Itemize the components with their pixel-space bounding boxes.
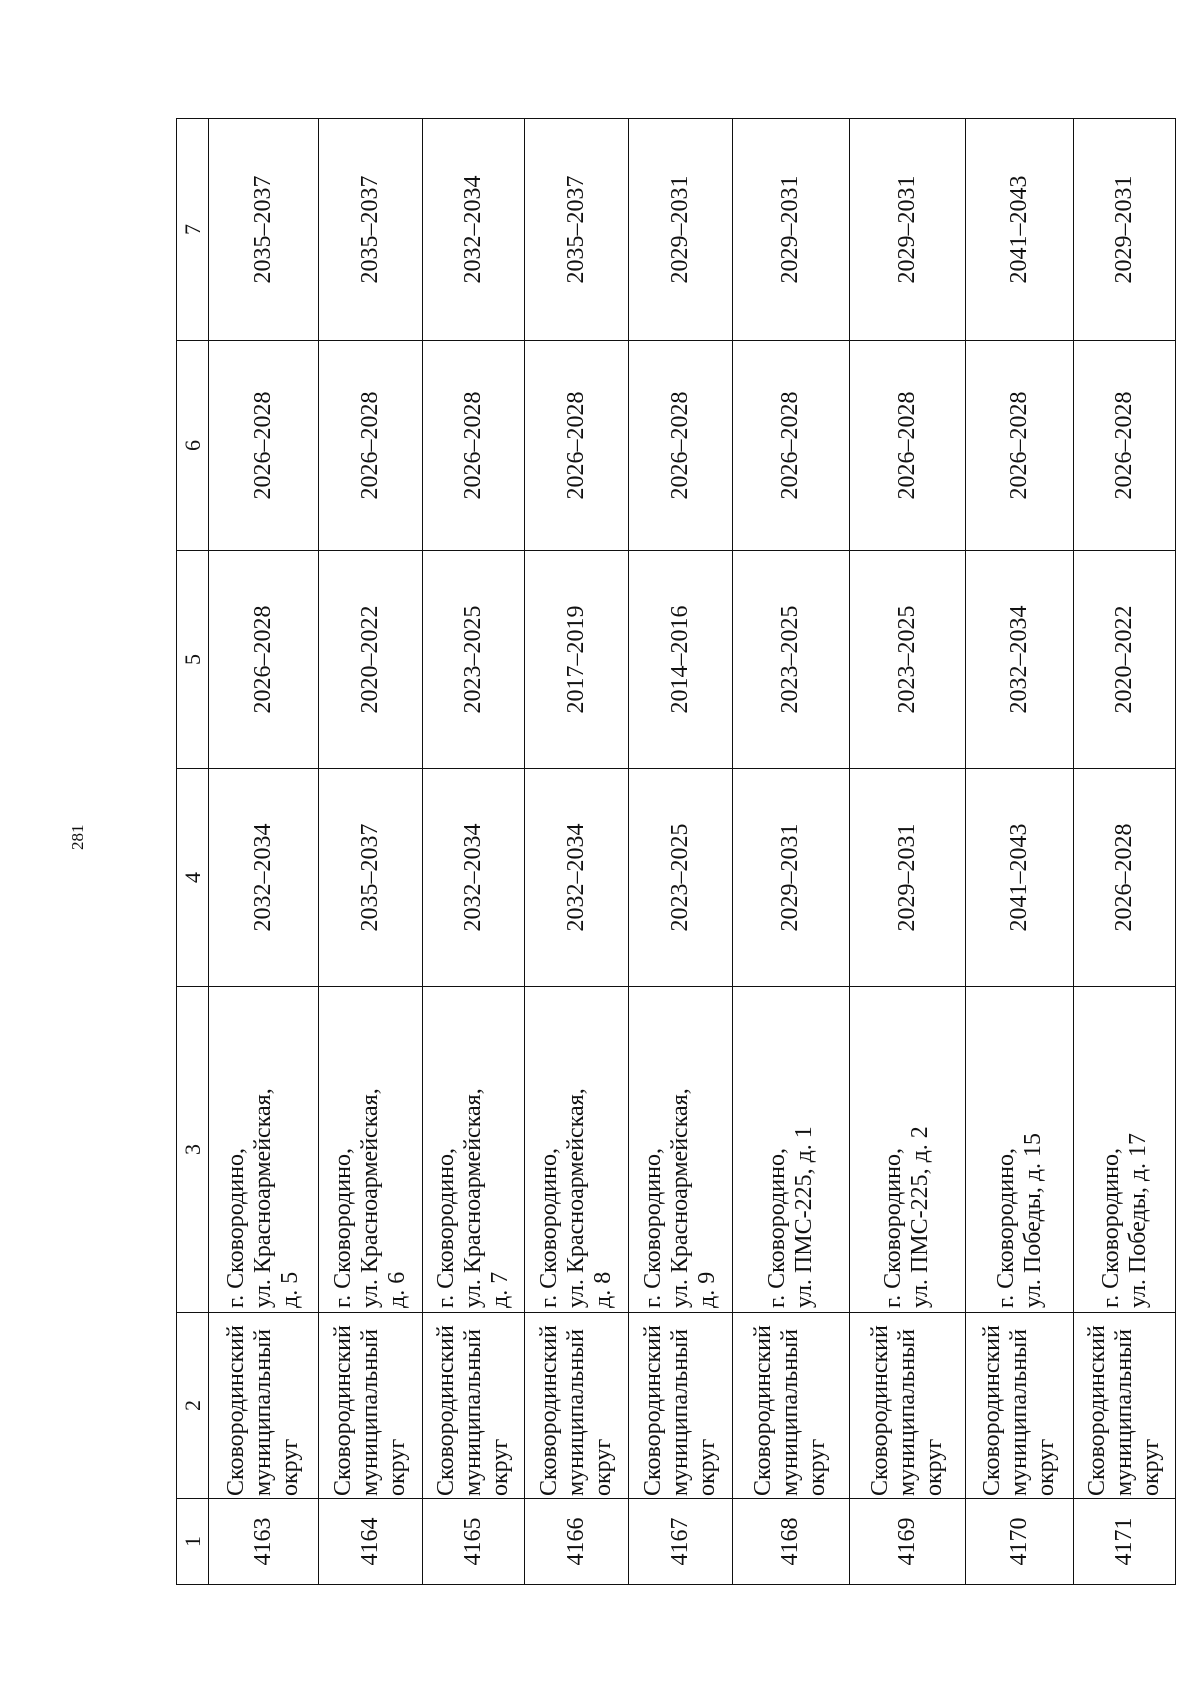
district-cell bbox=[1074, 1313, 1176, 1499]
district-line: муниципальный bbox=[777, 1328, 804, 1496]
period-col-5: 2023–2025 bbox=[849, 551, 965, 769]
period-col-7: 2032–2034 bbox=[423, 119, 525, 341]
address-line: г. Сковородино, bbox=[880, 1148, 907, 1308]
row-number: 4169 bbox=[849, 1499, 965, 1585]
district-line: муниципальный bbox=[357, 1328, 384, 1496]
period-col-6: 2026–2028 bbox=[525, 341, 629, 551]
period-col-7: 2029–2031 bbox=[1074, 119, 1176, 341]
district-line: Сковородинский bbox=[979, 1325, 1006, 1496]
district-line: Сковородинский bbox=[433, 1325, 460, 1496]
address-line: д. 7 bbox=[487, 1271, 514, 1308]
district-cell bbox=[629, 1313, 733, 1499]
period-col-4: 2032–2034 bbox=[209, 769, 319, 987]
address-line: д. 6 bbox=[384, 1271, 411, 1308]
period-col-4: 2032–2034 bbox=[423, 769, 525, 987]
address-line: ул. Красноармейская, bbox=[667, 1088, 694, 1308]
period-col-5: 2020–2022 bbox=[319, 551, 423, 769]
column-header: 7 bbox=[177, 119, 209, 341]
district-line: Сковородинский bbox=[866, 1325, 893, 1496]
district-line: муниципальный bbox=[460, 1328, 487, 1496]
district-line: округ bbox=[590, 1438, 617, 1496]
table-container bbox=[176, 119, 1176, 1585]
district-line: Сковородинский bbox=[330, 1325, 357, 1496]
district-cell bbox=[965, 1313, 1073, 1499]
address-line: д. 9 bbox=[694, 1271, 721, 1308]
address-cell bbox=[733, 987, 849, 1313]
address-line: ул. Красноармейская, bbox=[563, 1088, 590, 1308]
address-line: ул. Красноармейская, bbox=[250, 1088, 277, 1308]
row-number: 4166 bbox=[525, 1499, 629, 1585]
district-line: муниципальный bbox=[250, 1328, 277, 1496]
period-col-4: 2035–2037 bbox=[319, 769, 423, 987]
district-line: округ bbox=[694, 1438, 721, 1496]
column-header: 4 bbox=[177, 769, 209, 987]
period-col-5: 2032–2034 bbox=[965, 551, 1073, 769]
period-col-6: 2026–2028 bbox=[849, 341, 965, 551]
row-number: 4167 bbox=[629, 1499, 733, 1585]
period-col-7: 2035–2037 bbox=[209, 119, 319, 341]
period-col-7: 2041–2043 bbox=[965, 119, 1073, 341]
header-row bbox=[177, 119, 209, 1585]
table-row bbox=[525, 119, 629, 1585]
period-col-4: 2032–2034 bbox=[525, 769, 629, 987]
address-line: г. Сковородино, bbox=[763, 1148, 790, 1308]
district-line: округ bbox=[277, 1438, 304, 1496]
district-line: муниципальный bbox=[1111, 1328, 1138, 1496]
district-line: округ bbox=[487, 1438, 514, 1496]
row-number: 4164 bbox=[319, 1499, 423, 1585]
row-number: 4163 bbox=[209, 1499, 319, 1585]
address-line: г. Сковородино, bbox=[330, 1148, 357, 1308]
column-header: 5 bbox=[177, 551, 209, 769]
table-row bbox=[965, 119, 1073, 1585]
period-col-7: 2035–2037 bbox=[319, 119, 423, 341]
period-col-4: 2029–2031 bbox=[849, 769, 965, 987]
address-line: ул. Красноармейская, bbox=[357, 1088, 384, 1308]
period-col-6: 2026–2028 bbox=[209, 341, 319, 551]
page-number: 281 bbox=[68, 824, 87, 850]
period-col-5: 2026–2028 bbox=[209, 551, 319, 769]
address-line: ул. Победы, д. 17 bbox=[1124, 1132, 1151, 1308]
address-line: г. Сковородино, bbox=[433, 1148, 460, 1308]
period-col-6: 2026–2028 bbox=[423, 341, 525, 551]
table-row bbox=[849, 119, 965, 1585]
row-number: 4168 bbox=[733, 1499, 849, 1585]
period-col-4: 2041–2043 bbox=[965, 769, 1073, 987]
address-cell bbox=[319, 987, 423, 1313]
district-cell bbox=[849, 1313, 965, 1499]
period-col-7: 2035–2037 bbox=[525, 119, 629, 341]
address-line: ул. Победы, д. 15 bbox=[1019, 1132, 1046, 1308]
column-header: 6 bbox=[177, 341, 209, 551]
period-col-5: 2020–2022 bbox=[1074, 551, 1176, 769]
district-line: округ bbox=[384, 1438, 411, 1496]
district-cell bbox=[733, 1313, 849, 1499]
district-line: округ bbox=[804, 1438, 831, 1496]
table-body bbox=[177, 119, 1176, 1585]
address-cell bbox=[965, 987, 1073, 1313]
period-col-5: 2017–2019 bbox=[525, 551, 629, 769]
address-line: д. 8 bbox=[590, 1271, 617, 1308]
period-col-4: 2029–2031 bbox=[733, 769, 849, 987]
row-number: 4165 bbox=[423, 1499, 525, 1585]
district-line: Сковородинский bbox=[223, 1325, 250, 1496]
address-line: ул. ПМС-225, д. 2 bbox=[907, 1126, 934, 1308]
address-cell bbox=[423, 987, 525, 1313]
district-line: округ bbox=[1138, 1438, 1165, 1496]
address-line: г. Сковородино, bbox=[536, 1148, 563, 1308]
district-line: муниципальный bbox=[893, 1328, 920, 1496]
period-col-4: 2023–2025 bbox=[629, 769, 733, 987]
table-row bbox=[1074, 119, 1176, 1585]
district-line: муниципальный bbox=[563, 1328, 590, 1496]
period-col-6: 2026–2028 bbox=[1074, 341, 1176, 551]
address-line: г. Сковородино, bbox=[640, 1148, 667, 1308]
period-col-5: 2014–2016 bbox=[629, 551, 733, 769]
address-line: ул. ПМС-225, д. 1 bbox=[790, 1126, 817, 1308]
column-header: 2 bbox=[177, 1313, 209, 1499]
period-col-7: 2029–2031 bbox=[733, 119, 849, 341]
table-row bbox=[209, 119, 319, 1585]
address-line: г. Сковородино, bbox=[1097, 1148, 1124, 1308]
district-line: округ bbox=[1033, 1438, 1060, 1496]
table-row bbox=[423, 119, 525, 1585]
address-cell bbox=[849, 987, 965, 1313]
period-col-7: 2029–2031 bbox=[849, 119, 965, 341]
table-row bbox=[319, 119, 423, 1585]
period-col-6: 2026–2028 bbox=[629, 341, 733, 551]
address-cell bbox=[209, 987, 319, 1313]
district-line: Сковородинский bbox=[750, 1325, 777, 1496]
district-cell bbox=[423, 1313, 525, 1499]
district-cell bbox=[319, 1313, 423, 1499]
table-row bbox=[629, 119, 733, 1585]
period-col-5: 2023–2025 bbox=[733, 551, 849, 769]
period-col-6: 2026–2028 bbox=[965, 341, 1073, 551]
address-line: д. 5 bbox=[277, 1271, 304, 1308]
row-number: 4170 bbox=[965, 1499, 1073, 1585]
table-row bbox=[733, 119, 849, 1585]
district-cell bbox=[525, 1313, 629, 1499]
address-cell bbox=[629, 987, 733, 1313]
period-col-5: 2023–2025 bbox=[423, 551, 525, 769]
district-cell bbox=[209, 1313, 319, 1499]
address-line: ул. Красноармейская, bbox=[460, 1088, 487, 1308]
address-line: г. Сковородино, bbox=[992, 1148, 1019, 1308]
district-line: Сковородинский bbox=[640, 1325, 667, 1496]
address-line: г. Сковородино, bbox=[223, 1148, 250, 1308]
district-line: округ bbox=[920, 1438, 947, 1496]
district-line: муниципальный bbox=[667, 1328, 694, 1496]
district-line: Сковородинский bbox=[536, 1325, 563, 1496]
column-header: 3 bbox=[177, 987, 209, 1313]
period-col-6: 2026–2028 bbox=[733, 341, 849, 551]
district-line: Сковородинский bbox=[1084, 1325, 1111, 1496]
period-col-4: 2026–2028 bbox=[1074, 769, 1176, 987]
period-col-7: 2029–2031 bbox=[629, 119, 733, 341]
address-cell bbox=[1074, 987, 1176, 1313]
row-number: 4171 bbox=[1074, 1499, 1176, 1585]
column-header: 1 bbox=[177, 1499, 209, 1585]
schedule-table bbox=[176, 118, 1176, 1585]
address-cell bbox=[525, 987, 629, 1313]
period-col-6: 2026–2028 bbox=[319, 341, 423, 551]
district-line: муниципальный bbox=[1006, 1328, 1033, 1496]
